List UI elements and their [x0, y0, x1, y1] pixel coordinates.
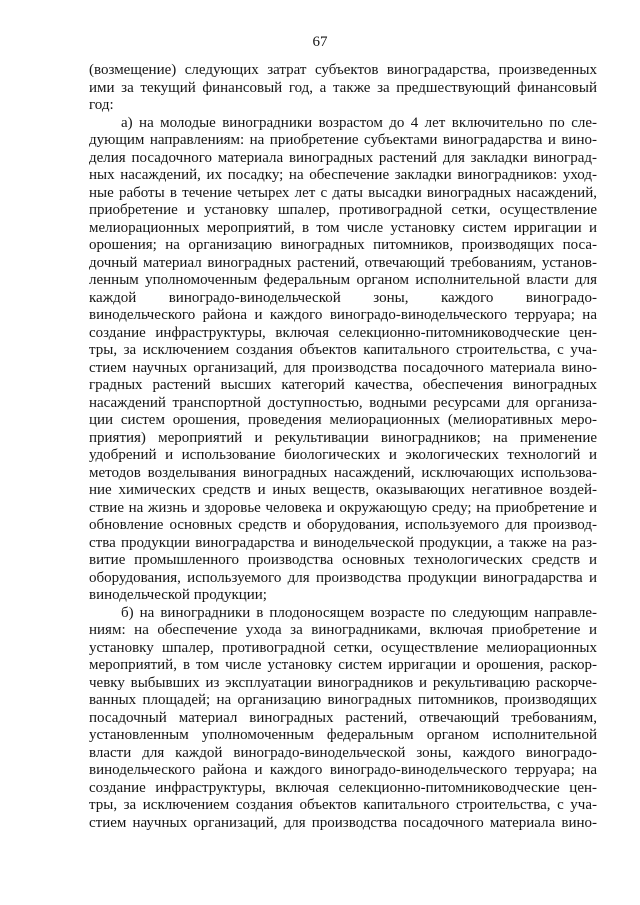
text-line: тры, за исключением создания объектов капитального строительства, с уча- [89, 342, 597, 358]
text-line: витие промышленного производства основных технологических средств и [89, 552, 597, 568]
text-line: (возмещение) следующих затрат субъектов виноградарства, произведенных [89, 62, 597, 78]
text-line: мероприятий, в том числе установку систем ирригации и орошения, раскор- [89, 657, 597, 673]
text-line: ленным уполномоченным федеральным органом исполнительной власти для [89, 272, 597, 288]
text-line: насаждений транспортной доступностью, водными ресурсами для организа- [89, 394, 597, 411]
text-line: власти для каждой виноградо-винодельческой зоны, каждого виноградо- [89, 744, 597, 761]
text-line: ванных площадей; на организацию виноградных питомников, производящих [89, 692, 597, 708]
text-line: ные работы в течение четырех лет с даты высадки виноградных насаждений, [89, 184, 597, 201]
text-line: а) на молодые виноградники возрастом до 4 лет включительно по сле- [121, 114, 597, 131]
document-body [89, 62, 597, 832]
text-line: создание инфраструктуры, включая селекционно-питомниководческие цен- [89, 779, 597, 796]
text-line: год: [89, 97, 114, 113]
text-line: ствие на жизнь и здоровье человека и окружающую среду; на приобретение и [89, 499, 597, 516]
text-line: каждой виноградо-винодельческой зоны, каждого виноградо- [89, 289, 597, 306]
text-line: чевку выбывших из эксплуатации виноградников и рекультивацию раскорче- [89, 674, 597, 691]
text-line: оборудования, используемого для производства продукции виноградарства и [89, 569, 597, 586]
text-line: посадочный материал виноградных растений, отвечающий требованиям, [89, 709, 597, 726]
text-line: ных насаждений, их посадку; на обеспечение закладки виноградников: уход- [89, 167, 597, 183]
text-line: б) на виноградники в плодоносящем возрасте по следующим направле- [121, 604, 597, 621]
text-line: ции систем орошения, проведения мелиорационных (мелиоративных меро- [89, 412, 597, 428]
text-line: приобретение и установку шпалер, противоградной сетки, осуществление [89, 202, 597, 218]
text-line: ниям: на обеспечение ухода за виноградниками, включая приобретение и [89, 622, 597, 638]
text-line: градных растений высших категорий качества, обеспечения виноградных [89, 377, 597, 393]
text-line: установленным уполномоченным федеральным органом исполнительной [89, 727, 597, 743]
text-line: тры, за исключением создания объектов капитального строительства, с уча- [89, 797, 597, 813]
text-line: мелиорационных мероприятий, в том числе установку систем ирригации и [89, 219, 597, 236]
page-number: 67 [312, 34, 328, 50]
text-line: ими за текущий финансовый год, а также за предшествующий финансовый [89, 79, 597, 96]
text-line: ства продукции виноградарства и винодельческой продукции, а также на раз- [89, 534, 597, 551]
text-line: создание инфраструктуры, включая селекционно-питомниководческие цен- [89, 324, 597, 341]
text-line: обновление основных средств и оборудования, используемого для производ- [89, 517, 597, 533]
text-line: орошения; на организацию виноградных питомников, производящих поса- [89, 237, 597, 253]
text-line: стием научных организаций, для производства посадочного материала вино- [89, 814, 597, 831]
text-line: винодельческого района и каждого виноградо-винодельческого терруара; на [89, 762, 597, 778]
text-line: стием научных организаций, для производства посадочного материала вино- [89, 359, 597, 376]
text-line: дочный материал виноградных растений, отвечающий требованиям, установ- [89, 254, 597, 271]
text-line: дующим направлениям: на приобретение субъектами виноградарства и вино- [89, 132, 597, 148]
text-line: приятия) мероприятий и рекультивации виноградников; на применение [89, 429, 597, 446]
text-line: делия посадочного материала виноградных растений для закладки виноград- [89, 149, 597, 166]
text-line: винодельческой продукции; [89, 587, 267, 603]
text-line: винодельческого района и каждого виноградо-винодельческого терруара; на [89, 307, 597, 323]
text-line: ние химических средств и иных веществ, оказывающих негативное воздей- [89, 482, 597, 498]
text-line: методов возделывания виноградных насаждений, исключающих использова- [89, 464, 597, 481]
text-line: удобрений и использование биологических и экологических технологий и [89, 447, 597, 463]
text-line: установку шпалер, противоградной сетки, осуществление мелиорационных [89, 639, 597, 656]
